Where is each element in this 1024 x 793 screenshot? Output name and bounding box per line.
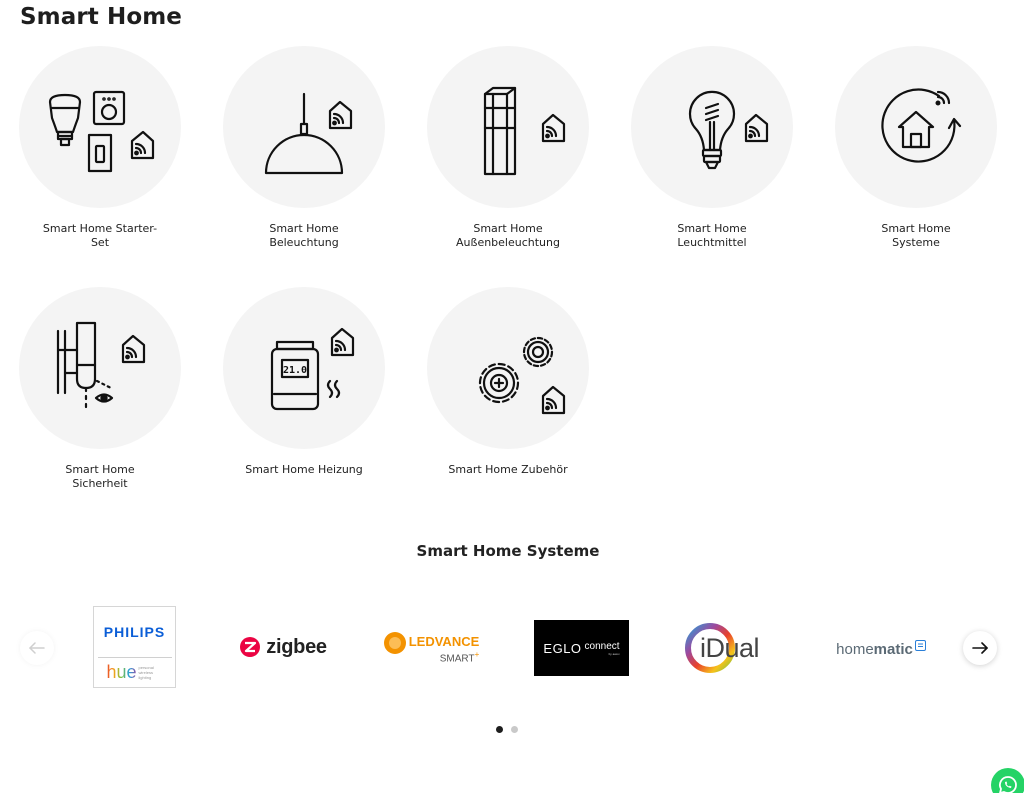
homematic-badge-icon bbox=[915, 640, 926, 651]
ledvance-sun-icon bbox=[383, 631, 407, 655]
smart-bulb-icon bbox=[637, 52, 787, 202]
category-label[interactable]: Smart Home Systeme bbox=[881, 222, 951, 249]
home-system-icon bbox=[841, 52, 991, 202]
category-label[interactable]: Smart Home Leuchtmittel bbox=[677, 222, 747, 249]
brand-logo-ledvance[interactable] bbox=[382, 631, 480, 665]
pendant-lamp-icon bbox=[229, 52, 379, 202]
hue-tagline: personal wireless lighting bbox=[138, 664, 154, 680]
carousel-prev-button[interactable] bbox=[20, 631, 54, 665]
brand-logo-philips-hue[interactable] bbox=[93, 606, 176, 688]
zigbee-icon bbox=[239, 636, 261, 658]
category-label[interactable]: Smart Home Sicherheit bbox=[65, 463, 135, 490]
category-label[interactable]: Smart Home Außenbeleuchtung bbox=[456, 222, 560, 249]
eglo-connect-text: connect bbox=[584, 640, 620, 652]
category-label[interactable]: Smart Home Beleuchtung bbox=[269, 222, 339, 249]
carousel-dot-1[interactable] bbox=[496, 726, 503, 733]
brands-section-title: Smart Home Systeme bbox=[416, 542, 600, 560]
arrow-left-icon bbox=[29, 642, 45, 654]
outdoor-light-icon bbox=[433, 52, 583, 202]
category-starter-set[interactable] bbox=[10, 46, 190, 250]
category-label[interactable]: Smart Home Starter-Set bbox=[42, 222, 158, 249]
category-systeme[interactable] bbox=[826, 46, 1006, 250]
zigbee-wordmark: zigbee bbox=[266, 635, 327, 658]
security-sensor-icon bbox=[25, 293, 175, 443]
category-circle[interactable] bbox=[223, 287, 385, 449]
starter-set-icon bbox=[25, 52, 175, 202]
category-sicherheit[interactable] bbox=[10, 287, 190, 491]
category-label[interactable]: Smart Home Zubehör bbox=[448, 463, 568, 476]
category-circle[interactable] bbox=[19, 287, 181, 449]
ledvance-smart-text: SMART bbox=[439, 653, 475, 665]
category-circle[interactable] bbox=[223, 46, 385, 208]
category-heizung[interactable] bbox=[214, 287, 394, 477]
carousel-next-button[interactable] bbox=[963, 631, 997, 665]
category-zubehoer[interactable] bbox=[418, 287, 598, 477]
brand-logo-homematic[interactable] bbox=[826, 634, 936, 664]
carousel-dot-2[interactable] bbox=[511, 726, 518, 733]
eglo-wordmark: EGLO bbox=[543, 640, 582, 656]
category-leuchtmittel[interactable] bbox=[622, 46, 802, 250]
gears-icon bbox=[433, 293, 583, 443]
category-beleuchtung[interactable] bbox=[214, 46, 394, 250]
hue-wordmark: hue bbox=[106, 662, 137, 682]
category-label[interactable]: Smart Home Heizung bbox=[245, 463, 363, 476]
category-circle[interactable] bbox=[19, 46, 181, 208]
idual-wordmark: iDual bbox=[700, 633, 760, 663]
carousel-pagination bbox=[496, 726, 518, 733]
category-circle[interactable] bbox=[835, 46, 997, 208]
eglo-tag-text: by awox bbox=[608, 651, 620, 656]
brand-logo-idual[interactable] bbox=[684, 622, 778, 674]
homematic-suffix: matic bbox=[873, 640, 913, 658]
philips-wordmark: PHILIPS bbox=[103, 624, 166, 640]
whatsapp-icon bbox=[997, 774, 1019, 793]
homematic-prefix: home bbox=[836, 640, 874, 658]
brand-logo-eglo-connect[interactable] bbox=[534, 620, 629, 676]
page-title: Smart Home bbox=[20, 4, 183, 30]
category-circle[interactable] bbox=[427, 287, 589, 449]
arrow-right-icon bbox=[972, 642, 988, 654]
ledvance-plus: + bbox=[474, 650, 480, 659]
whatsapp-chat-button[interactable] bbox=[991, 768, 1024, 793]
category-aussenbeleuchtung[interactable] bbox=[418, 46, 598, 250]
ledvance-wordmark: LEDVANCE bbox=[408, 634, 480, 649]
svg-text:21.0: 21.0 bbox=[282, 365, 308, 376]
category-circle[interactable] bbox=[631, 46, 793, 208]
brand-logo-zigbee[interactable] bbox=[233, 632, 333, 662]
thermostat-icon bbox=[229, 293, 379, 443]
category-circle[interactable] bbox=[427, 46, 589, 208]
